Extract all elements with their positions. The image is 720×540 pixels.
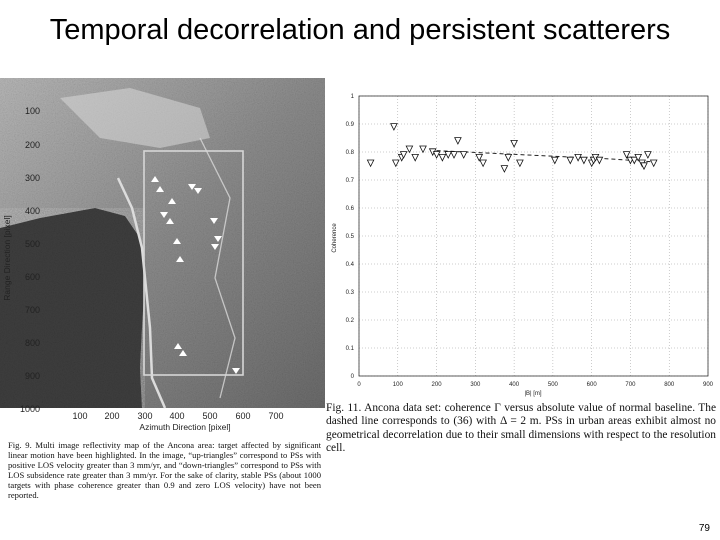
x-tick-label: 900: [702, 382, 714, 388]
y-axis-label: Range Direction [pixel]: [2, 215, 12, 301]
y-tick-label: 200: [24, 140, 40, 150]
x-tick-label: 100: [392, 382, 403, 388]
y-axis-label: Coherence: [332, 223, 338, 253]
y-tick-label: 400: [24, 206, 40, 216]
y-tick-label: 600: [24, 272, 40, 282]
x-tick-label: 400: [169, 411, 185, 421]
y-tick-label: 0: [350, 374, 354, 380]
sea-area: [0, 208, 145, 408]
x-tick-label: 300: [137, 411, 153, 421]
left-x-axis-label: Azimuth Direction [pixel]: [139, 422, 231, 432]
x-tick-label: 300: [470, 382, 481, 388]
reflectivity-map-figure: [0, 78, 325, 423]
x-tick-label: 200: [431, 382, 442, 388]
y-tick-label: 0.1: [345, 346, 354, 352]
y-tick-label: 100: [24, 106, 40, 116]
y-tick-label: 300: [24, 173, 40, 183]
y-tick-label: 0.9: [345, 122, 354, 128]
x-tick-label: 700: [625, 382, 636, 388]
coherence-chart: [326, 88, 718, 400]
x-tick-label: 700: [268, 411, 284, 421]
x-tick-label: 600: [586, 382, 597, 388]
y-tick-label: 800: [24, 338, 40, 348]
sar-image: [0, 78, 325, 408]
y-tick-label: 0.6: [345, 206, 354, 212]
x-tick-label: 600: [235, 411, 251, 421]
x-axis-label: |B| [m]: [524, 391, 542, 397]
y-tick-label: 0.4: [345, 262, 354, 268]
y-tick-label: 0.7: [345, 178, 354, 184]
figure-11-caption: Fig. 11. Ancona data set: coherence Γ versus absolute value of normal baseline. The dashed line corresponds to (36) with Δ = 2 m. PSs in urban areas exhibit almost no geometrical decorrelation due to their small dimensions with respect to the resolution cell.: [326, 402, 716, 455]
x-tick-label: 400: [509, 382, 520, 388]
page-number: 79: [698, 523, 710, 534]
y-tick-label: 1: [350, 94, 354, 100]
y-tick-label: 0.2: [345, 318, 354, 324]
y-tick-label: 900: [24, 371, 40, 381]
x-tick-label: 100: [72, 411, 88, 421]
figure-9-caption: Fig. 9. Multi image reflectivity map of the Ancona area: target affected by significant linear motion have been highlighted. In the image, “up-triangles” correspond to PSs with positive LOS velocity greater than 3 mm/yr, and “down-triangles” correspond to PSs with LOS subsidence rate greater than 3 mm/yr. For the sake of clarity, stable PSs (about 1000 targets with phase coherence greater than 0.9 and zero LOS velocity) have not been reported.: [8, 440, 321, 500]
y-tick-label: 0.8: [345, 150, 354, 156]
x-tick-label: 500: [547, 382, 558, 388]
y-tick-label: 500: [24, 239, 40, 249]
y-tick-label: 0.5: [345, 234, 354, 240]
y-tick-label: 0.3: [345, 290, 354, 296]
x-tick-label: 0: [357, 382, 361, 388]
x-tick-label: 200: [104, 411, 120, 421]
y-tick-label: 1000: [19, 404, 40, 414]
y-tick-label: 700: [24, 305, 40, 315]
slide-title: Temporal decorrelation and persistent scatterers: [49, 14, 671, 46]
x-tick-label: 500: [202, 411, 218, 421]
x-tick-label: 800: [664, 382, 675, 388]
